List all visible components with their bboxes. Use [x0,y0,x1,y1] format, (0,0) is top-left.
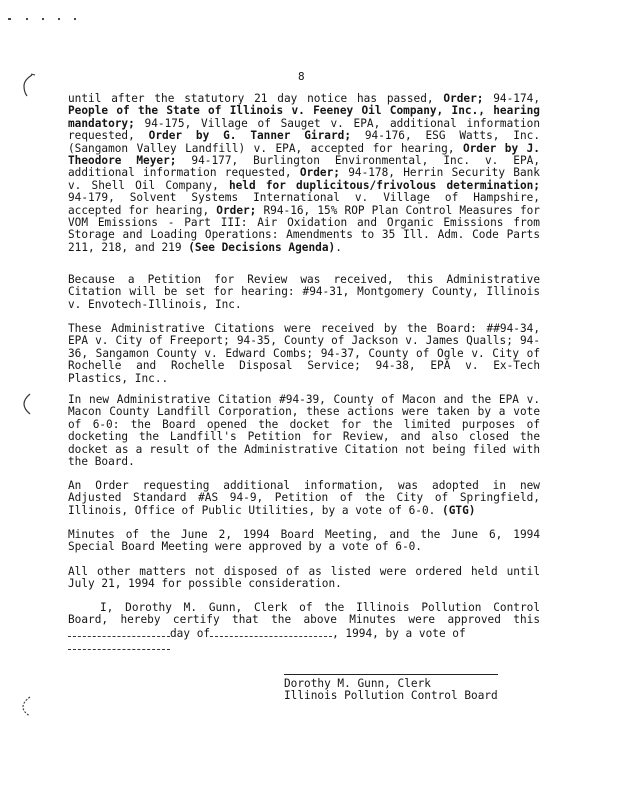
paragraph-minutes-approved: Minutes of the June 2, 1994 Board Meeting, and the June 6, 1994 Special Board Meeting were approved by a vote of 6-0. [68,528,540,554]
paragraph-clerk-certification: I, Dorothy M. Gunn, Clerk of the Illinois Pollution Control Board, hereby certify that the above Minutes were approved this day of , 1994, by a vote of [68,602,540,654]
margin-bracket-top [18,72,38,98]
scan-mark-top [8,14,88,24]
blank-day-field [68,627,170,637]
clerk-name: Dorothy M. Gunn, Clerk [284,677,431,690]
margin-bracket-middle [18,392,38,416]
paragraph-docket-actions: until after the statutory 21 day notice has passed, Order; 94-174, People of the State of Illinois v. Feeney Oil Company, Inc., hearing mandatory; 94-175, Village of Sauget v. EPA, additional information requested, Order by G. Tanner Girard; 94-176, ESG Watts, Inc. (Sangamon Valley Landfill) v. EPA, accepted for hearing, Order by J. Theodore Meyer; 94-177, Burlington Environmental, Inc. v. EPA, additional information requested, Order; 94-178, Herrin Security Bank v. Shell Oil Company, held for duplicitous/frivolous determination; 94-179, Solvent Systems International v. Village of Hampshire, accepted for hearing, Order; R94-16, 15% ROP Plan Control Measures for VOM Emissions - Part III: Air Oxidation and Organic Emissions from Storage and Loading Operations: Amendments to 35 Ill. Adm. Code Parts 211, 218, and 219 (See Decisions Agenda). [68,92,541,254]
margin-bracket-bottom [18,694,38,718]
board-name: Illinois Pollution Control Board [284,689,498,703]
signature-block [284,674,524,703]
paragraph-new-citation: In new Administrative Citation #94-39, County of Macon and the EPA v. Macon County Landfill Corporation, these actions were taken by a vote of 6-0: the Board opened the docket for the limited purposes of docketing the Landfill's Petition for Review, and also closed the docket as a result of the Administrative Citation not being filed with the Board. [68,393,540,469]
blank-month-field [210,627,332,637]
paragraph-petition-for-review: Because a Petition for Review was received, this Administrative Citation will be set for hearing: #94-31, Montgomery County, Illinois v. Envotech-Illinois, Inc. [68,273,540,311]
paragraph-matters-held: All other matters not disposed of as listed were ordered held until July 21, 1994 for possible consideration. [68,565,540,591]
signature-line [284,674,498,675]
paragraph-adjusted-standard: An Order requesting additional information, was adopted in new Adjusted Standard #AS 94-9, Petition of the City of Springfield, Illinois, Office of Public Utilities, by a vote of 6-0. (GTG) [68,479,540,517]
page-number: 8 [298,70,305,83]
blank-vote-field [68,640,170,650]
paragraph-citations-received: These Administrative Citations were received by the Board: ##94-34, EPA v. City of Freeport; 94-35, County of Jackson v. James Qualls; 94-36, Sangamon County v. Edward Combs; 94-37, County of Ogle v. City of Rochelle and Rochelle Disposal Service; 94-38, EPA v. Ex-Tech Plastics, Inc.. [68,322,540,385]
